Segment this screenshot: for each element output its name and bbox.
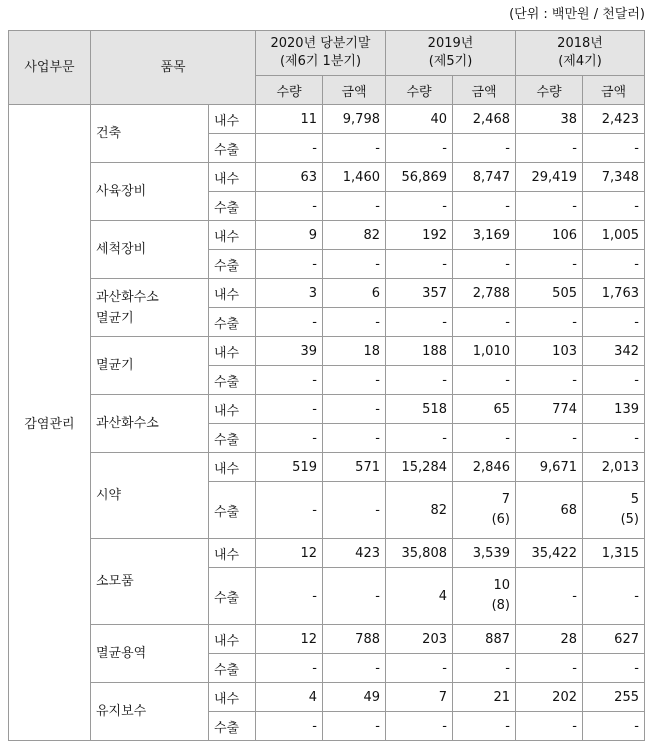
header-segment: 사업부문 [9, 31, 91, 105]
qty-cell: - [256, 712, 323, 741]
amount-cell: 1,315 [583, 539, 645, 568]
qty-cell: - [516, 654, 583, 683]
amount-cell: 1,010 [453, 337, 516, 366]
qty-cell: - [386, 192, 453, 221]
amount-cell: 2,423 [583, 105, 645, 134]
product-name: 멸균기 [91, 337, 209, 395]
qty-cell: - [386, 250, 453, 279]
amount-cell: 2,788 [453, 279, 516, 308]
qty-cell: - [256, 192, 323, 221]
amount-cell: 9,798 [323, 105, 386, 134]
qty-cell: 4 [256, 683, 323, 712]
amount-cell: 1,005 [583, 221, 645, 250]
qty-cell: 203 [386, 625, 453, 654]
qty-cell: - [256, 654, 323, 683]
qty-cell: 11 [256, 105, 323, 134]
table-row [9, 683, 645, 712]
table-row [9, 453, 645, 482]
amount-cell: 2,013 [583, 453, 645, 482]
qty-cell: 12 [256, 625, 323, 654]
amount-cell: - [323, 250, 386, 279]
qty-cell: 7 [386, 683, 453, 712]
sales-type: 내수 [209, 221, 256, 250]
amount-cell: 8,747 [453, 163, 516, 192]
amount-cell: - [323, 366, 386, 395]
sales-type: 내수 [209, 279, 256, 308]
qty-cell: 106 [516, 221, 583, 250]
sales-type: 내수 [209, 163, 256, 192]
header-period: 2020년 당분기말 (제6기 1분기) [256, 31, 386, 76]
qty-cell: 192 [386, 221, 453, 250]
qty-cell: - [256, 366, 323, 395]
segment-cell: 감염관리 [9, 105, 91, 741]
amount-cell: - [583, 192, 645, 221]
amount-cell: - [323, 568, 386, 625]
qty-cell: 9,671 [516, 453, 583, 482]
qty-cell: - [256, 568, 323, 625]
qty-cell: 519 [256, 453, 323, 482]
amount-cell: 3,169 [453, 221, 516, 250]
amount-cell: 423 [323, 539, 386, 568]
sales-type: 내수 [209, 105, 256, 134]
table-row [9, 105, 645, 134]
header-qty: 수량 [386, 76, 453, 105]
sales-type: 수출 [209, 308, 256, 337]
header-qty: 수량 [256, 76, 323, 105]
amount-cell: - [323, 395, 386, 424]
qty-cell: 68 [516, 482, 583, 539]
amount-cell: 342 [583, 337, 645, 366]
amount-cell: 255 [583, 683, 645, 712]
amount-cell: 3,539 [453, 539, 516, 568]
amount-cell: - [583, 250, 645, 279]
product-name: 건축 [91, 105, 209, 163]
product-name: 소모품 [91, 539, 209, 625]
qty-cell: - [516, 424, 583, 453]
qty-cell: - [256, 134, 323, 163]
sales-type: 수출 [209, 192, 256, 221]
qty-cell: - [516, 568, 583, 625]
sales-type: 수출 [209, 712, 256, 741]
amount-cell: - [583, 712, 645, 741]
amount-cell: 7,348 [583, 163, 645, 192]
qty-cell: - [386, 366, 453, 395]
qty-cell: 82 [386, 482, 453, 539]
amount-cell: - [453, 192, 516, 221]
table-row [9, 395, 645, 424]
qty-cell: 35,422 [516, 539, 583, 568]
qty-cell: 188 [386, 337, 453, 366]
table-row [9, 539, 645, 568]
qty-cell: 4 [386, 568, 453, 625]
sales-type: 내수 [209, 683, 256, 712]
qty-cell: 28 [516, 625, 583, 654]
usd-subvalue: (8) [491, 598, 510, 613]
amount-cell: - [583, 308, 645, 337]
amount-cell: 2,846 [453, 453, 516, 482]
sales-type: 수출 [209, 250, 256, 279]
amount-cell: 10 (8) [453, 568, 516, 625]
sales-type: 내수 [209, 453, 256, 482]
amount-cell: 1,460 [323, 163, 386, 192]
table-body [9, 105, 645, 741]
table-row [9, 279, 645, 308]
sales-type: 내수 [209, 625, 256, 654]
table-row [9, 221, 645, 250]
amount-cell: - [453, 366, 516, 395]
header-amt: 금액 [323, 76, 386, 105]
usd-subvalue: (6) [491, 512, 510, 527]
qty-cell: - [386, 712, 453, 741]
qty-cell: - [256, 424, 323, 453]
sales-type: 수출 [209, 568, 256, 625]
amount-cell: - [323, 712, 386, 741]
qty-cell: - [386, 654, 453, 683]
amount-cell: 2,468 [453, 105, 516, 134]
amount-cell: - [323, 654, 386, 683]
sales-type: 수출 [209, 366, 256, 395]
sales-type: 내수 [209, 395, 256, 424]
amount-cell: 571 [323, 453, 386, 482]
sales-table [8, 30, 645, 741]
amount-cell: 627 [583, 625, 645, 654]
amount-cell: - [453, 424, 516, 453]
usd-subvalue: (5) [620, 512, 639, 527]
qty-cell: 56,869 [386, 163, 453, 192]
qty-cell: 38 [516, 105, 583, 134]
amount-cell: 82 [323, 221, 386, 250]
qty-cell: 63 [256, 163, 323, 192]
qty-cell: 35,808 [386, 539, 453, 568]
product-name: 유지보수 [91, 683, 209, 741]
amount-cell: 788 [323, 625, 386, 654]
amount-cell: 1,763 [583, 279, 645, 308]
amount-cell: 18 [323, 337, 386, 366]
qty-cell: 12 [256, 539, 323, 568]
amount-cell: - [453, 308, 516, 337]
amount-cell: - [583, 654, 645, 683]
sales-type: 수출 [209, 424, 256, 453]
qty-cell: - [256, 308, 323, 337]
sales-type: 내수 [209, 539, 256, 568]
header-product: 품목 [91, 31, 256, 105]
qty-cell: 518 [386, 395, 453, 424]
sales-type: 내수 [209, 337, 256, 366]
qty-cell: 202 [516, 683, 583, 712]
header-amt: 금액 [453, 76, 516, 105]
amount-cell: 139 [583, 395, 645, 424]
amount-cell: 21 [453, 683, 516, 712]
amount-cell: - [583, 134, 645, 163]
qty-cell: 505 [516, 279, 583, 308]
table-row [9, 625, 645, 654]
qty-cell: - [516, 134, 583, 163]
sales-type: 수출 [209, 134, 256, 163]
qty-cell: 39 [256, 337, 323, 366]
amount-cell: - [583, 568, 645, 625]
qty-cell: - [516, 308, 583, 337]
amount-cell: 887 [453, 625, 516, 654]
qty-cell: 15,284 [386, 453, 453, 482]
header-period: 2019년 (제5기) [386, 31, 516, 76]
qty-cell: 40 [386, 105, 453, 134]
qty-cell: 357 [386, 279, 453, 308]
qty-cell: 3 [256, 279, 323, 308]
amount-cell: - [453, 712, 516, 741]
amount-cell: - [453, 250, 516, 279]
amount-cell: - [453, 134, 516, 163]
product-name: 세척장비 [91, 221, 209, 279]
qty-cell: - [386, 134, 453, 163]
amount-cell: - [583, 424, 645, 453]
amount-cell: - [583, 366, 645, 395]
sales-type: 수출 [209, 482, 256, 539]
qty-cell: 774 [516, 395, 583, 424]
qty-cell: - [256, 395, 323, 424]
product-name: 사육장비 [91, 163, 209, 221]
qty-cell: 29,419 [516, 163, 583, 192]
amount-cell: - [453, 654, 516, 683]
amount-cell: - [323, 482, 386, 539]
amount-cell: 49 [323, 683, 386, 712]
qty-cell: - [256, 250, 323, 279]
header-period: 2018년 (제4기) [516, 31, 645, 76]
qty-cell: - [516, 366, 583, 395]
qty-cell: - [386, 424, 453, 453]
amount-cell: 5 (5) [583, 482, 645, 539]
header-qty: 수량 [516, 76, 583, 105]
qty-cell: 103 [516, 337, 583, 366]
amount-cell: 7 (6) [453, 482, 516, 539]
amount-cell: - [323, 134, 386, 163]
header-amt: 금액 [583, 76, 645, 105]
sales-type: 수출 [209, 654, 256, 683]
amount-cell: 65 [453, 395, 516, 424]
table-row [9, 337, 645, 366]
amount-cell: - [323, 308, 386, 337]
product-name: 멸균용역 [91, 625, 209, 683]
amount-cell: - [323, 192, 386, 221]
unit-note: (단위 : 백만원 / 천달러) [509, 7, 645, 22]
qty-cell: 9 [256, 221, 323, 250]
qty-cell: - [256, 482, 323, 539]
qty-cell: - [516, 250, 583, 279]
product-name: 과산화수소 멸균기 [91, 279, 209, 337]
qty-cell: - [516, 712, 583, 741]
table-row [9, 163, 645, 192]
qty-cell: - [386, 308, 453, 337]
amount-cell: - [323, 424, 386, 453]
amount-cell: 6 [323, 279, 386, 308]
qty-cell: - [516, 192, 583, 221]
product-name: 과산화수소 [91, 395, 209, 453]
product-name: 시약 [91, 453, 209, 539]
